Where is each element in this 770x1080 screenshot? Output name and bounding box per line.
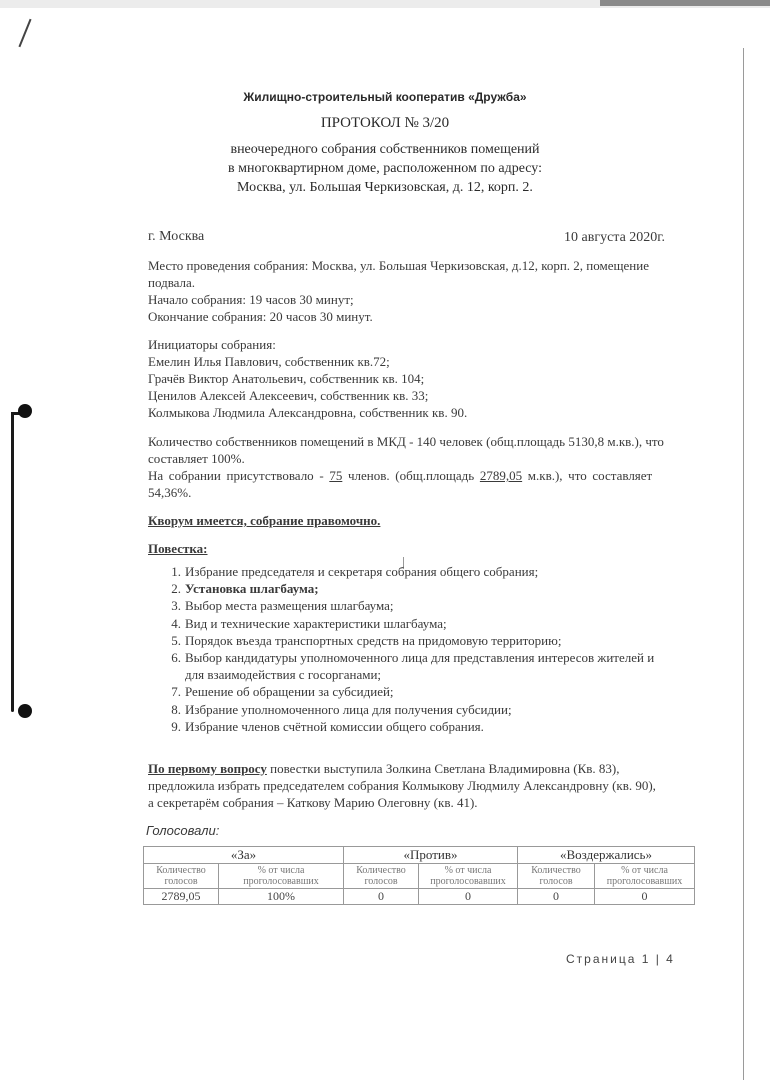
votes-group-against: «Против» (344, 847, 518, 864)
end-time: Окончание собрания: 20 часов 30 минут. (148, 309, 373, 324)
votes-cell: 0 (518, 889, 595, 905)
agenda-item: 2. Установка шлагбаума; (171, 581, 319, 597)
q1-lead: По первому вопросу (148, 761, 267, 776)
initiators-title: Инициаторы собрания: (148, 337, 276, 352)
quorum-statement: Кворум имеется, собрание правомочно. (148, 513, 381, 528)
q1-line-1-rest: повестки выступила Золкина Светлана Владимировна (Кв. 83), (266, 761, 620, 776)
city: г. Москва (148, 229, 205, 244)
initiator-2: Грачёв Виктор Анатольевич, собственник кв. 104; (148, 371, 425, 386)
punch-hole-top (18, 404, 32, 418)
votes-header-count: Количество голосов (344, 864, 419, 889)
votes-header-percent: % от числа проголосовавших (595, 864, 695, 889)
binding-cord (11, 412, 14, 712)
page-number: Страница 1 | 4 (566, 952, 675, 966)
attendance-pre: На собрании присутствовало - (148, 468, 330, 483)
votes-header-percent: % от числа проголосовавших (419, 864, 518, 889)
agenda-title: Повестка: (148, 541, 208, 556)
votes-cell: 2789,05 (144, 889, 219, 905)
owners-line-2: составляет 100%. (148, 451, 245, 466)
votes-cell: 0 (419, 889, 518, 905)
date: 10 августа 2020г. (564, 230, 665, 245)
votes-group-abstained: «Воздержались» (518, 847, 695, 864)
subtitle-line-2: в многоквартирном доме, расположенном по адресу: (227, 161, 542, 176)
agenda-item: 4. Вид и технические характеристики шлагбаума; (171, 615, 447, 631)
attendance-count: 75 (329, 468, 343, 483)
attendance-line-2: 54,36%. (148, 485, 192, 500)
votes-group-for: «За» (144, 847, 344, 864)
attendance-area: 2789,05 (479, 468, 523, 483)
q1-line-1 (148, 760, 620, 777)
agenda-item: 8. Избрание уполномоченного лица для получения субсидии; (171, 701, 512, 717)
start-time: Начало собрания: 19 часов 30 минут; (148, 292, 354, 307)
voted-label: Голосовали: (146, 823, 220, 838)
agenda-list (165, 563, 715, 735)
organization-name: Жилищно-строительный кооператив «Дружба» (243, 90, 527, 104)
votes-cell: 0 (344, 889, 419, 905)
initiator-1: Емелин Илья Павлович, собственник кв.72; (148, 354, 390, 369)
q1-line-3: а секретарём собрания – Каткову Марию Олеговну (кв. 41). (148, 795, 478, 810)
votes-header-count: Количество голосов (144, 864, 219, 889)
place-line-1: Место проведения собрания: Москва, ул. Большая Черкизовская, д.12, корп. 2, помещение (148, 258, 649, 273)
page-right-edge (743, 48, 744, 1080)
agenda-item: 3. Выбор места размещения шлагбаума; (171, 598, 394, 614)
votes-cell: 0 (595, 889, 695, 905)
agenda-item: 5. Порядок въезда транспортных средств на придомовую территорию; (171, 632, 562, 648)
attendance-post: м.кв.), что составляет (522, 468, 653, 483)
initiator-3: Ценилов Алексей Алексеевич, собственник кв. 33; (148, 388, 429, 403)
votes-table (143, 846, 695, 905)
subtitle-line-1: внеочередного собрания собственников помещений (230, 142, 540, 157)
agenda-item: 1. Избрание председателя и секретаря собрания общего собрания; (171, 564, 539, 579)
agenda-item: 9. Избрание членов счётной комиссии общего собрания. (171, 718, 484, 734)
initiator-4: Колмыкова Людмила Александровна, собственник кв. 90. (148, 405, 468, 420)
votes-header-percent: % от числа проголосовавших (219, 864, 344, 889)
votes-header-count: Количество голосов (518, 864, 595, 889)
document-title: ПРОТОКОЛ № 3/20 (320, 115, 450, 131)
place-line-2: подвала. (148, 275, 196, 290)
attendance-mid: членов. (общ.площадь (342, 468, 480, 483)
agenda-item: 6. Выбор кандидатуры уполномоченного лица для представления интересов жителей и для взаимодействия с госорганами; (171, 650, 655, 683)
pen-mark (18, 19, 31, 48)
q1-line-2: предложила избрать председателем собрания Колмыкову Людмилу Александровну (кв. 90), (148, 778, 656, 793)
attendance-line-1 (148, 467, 696, 484)
punch-hole-bottom (18, 704, 32, 718)
agenda-item: 7. Решение об обращении за субсидией; (171, 684, 394, 700)
scan-top-shadow (600, 0, 770, 6)
owners-line-1: Количество собственников помещений в МКД - 140 человек (общ.площадь 5130,8 м.кв.), что (148, 434, 664, 449)
subtitle-line-3: Москва, ул. Большая Черкизовская, д. 12, корп. 2. (237, 180, 533, 195)
votes-cell: 100% (219, 889, 344, 905)
